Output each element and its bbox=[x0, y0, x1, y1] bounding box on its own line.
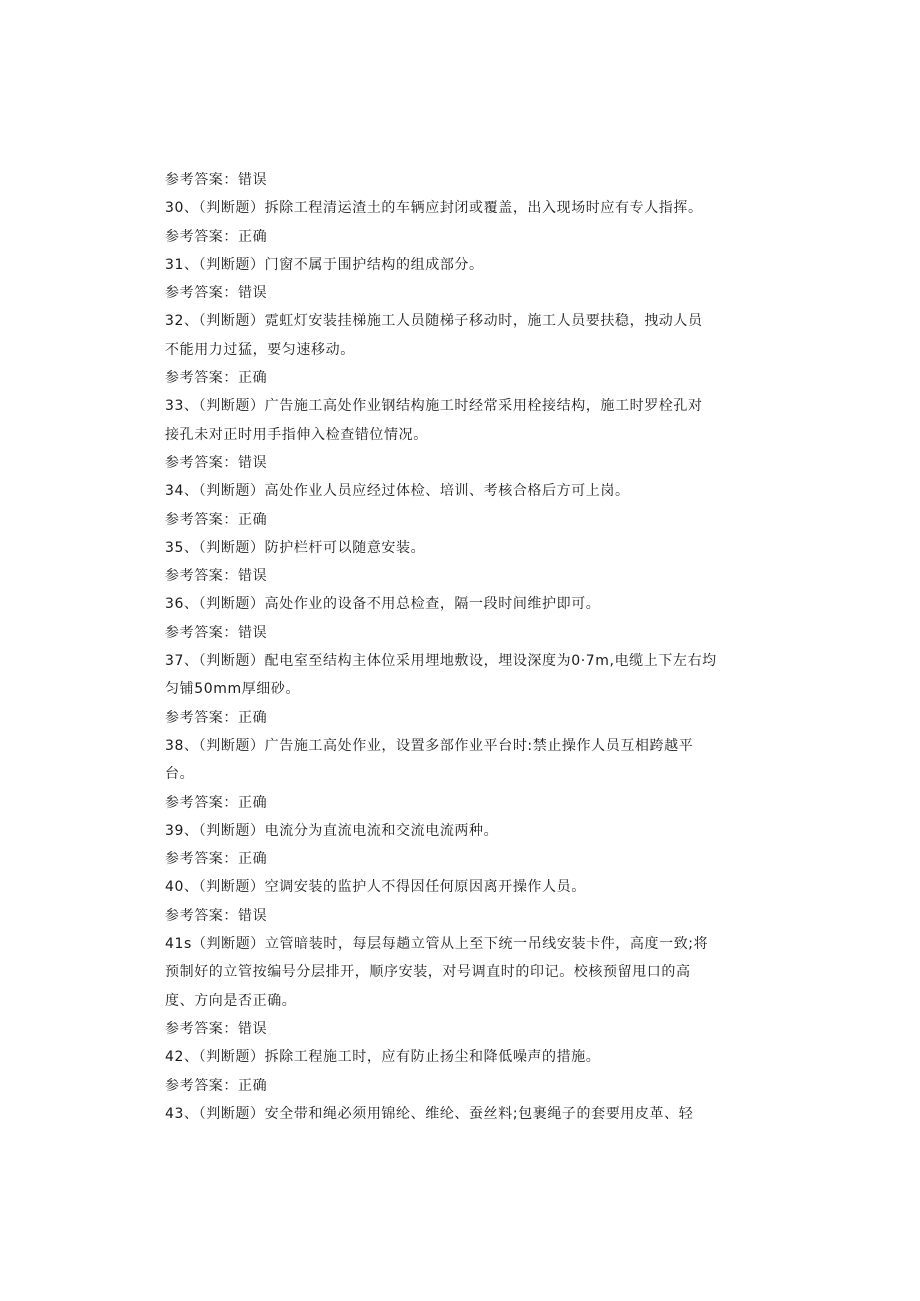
question-32: 32、（判断题）霓虹灯安装挂梯施工人员随梯子移动时，施工人员要扶稳，拽动人员 bbox=[165, 313, 703, 330]
answer-line: 参考答案：错误 bbox=[165, 624, 268, 641]
answer-line: 参考答案：正确 bbox=[165, 511, 268, 528]
answer-line: 参考答案：错误 bbox=[165, 285, 268, 302]
answer-line: 参考答案：正确 bbox=[165, 794, 268, 811]
question-37: 37、（判断题）配电室至结构主体位采用埋地敷设，埋设深度为0·7m,电缆上下左右均 bbox=[165, 653, 717, 670]
question-32-continued: 不能用力过猛，要匀速移动。 bbox=[165, 341, 355, 358]
question-43: 43、（判断题）安全带和绳必须用锦纶、维纶、蚕丝料;包裹绳子的套要用皮革、轻 bbox=[165, 1105, 694, 1122]
question-33-continued: 接孔未对正时用手指伸入检查错位情况。 bbox=[165, 426, 428, 443]
question-37-continued: 匀铺50mm厚细砂。 bbox=[165, 681, 301, 698]
answer-line: 参考答案：正确 bbox=[165, 370, 268, 387]
answer-line: 参考答案：错误 bbox=[165, 172, 268, 188]
question-40: 40、（判断题）空调安装的监护人不得因任何原因离开操作人员。 bbox=[165, 879, 586, 896]
question-41-continued: 预制好的立管按编号分层排开，顺序安装，对号调直时的印记。校核预留甩口的高 bbox=[165, 964, 691, 981]
answer-line: 参考答案：正确 bbox=[165, 228, 268, 245]
answer-line: 参考答案：正确 bbox=[165, 1077, 268, 1094]
question-30: 30、（判断题）拆除工程清运渣土的车辆应封闭或覆盖，出入现场时应有专人指挥。 bbox=[165, 200, 703, 217]
question-42: 42、（判断题）拆除工程施工时，应有防止扬尘和降低噪声的措施。 bbox=[165, 1049, 601, 1066]
question-38: 38、（判断题）广告施工高处作业，设置多部作业平台时:禁止操作人员互相跨越平 bbox=[165, 737, 694, 754]
question-36: 36、（判断题）高处作业的设备不用总检查，隔一段时间维护即可。 bbox=[165, 596, 601, 613]
question-34: 34、（判断题）高处作业人员应经过体检、培训、考核合格后方可上岗。 bbox=[165, 483, 630, 500]
answer-line: 参考答案：错误 bbox=[165, 568, 268, 585]
question-31: 31、（判断题）门窗不属于围护结构的组成部分。 bbox=[165, 256, 484, 273]
question-41: 41s（判断题）立管暗装时，每层每趟立管从上至下统一吊线安装卡件，高度一致;将 bbox=[165, 936, 709, 953]
question-33: 33、（判断题）广告施工高处作业钢结构施工时经常采用栓接结构，施工时罗栓孔对 bbox=[165, 398, 703, 415]
answer-line: 参考答案：正确 bbox=[165, 709, 268, 726]
question-39: 39、（判断题）电流分为直流电流和交流电流两种。 bbox=[165, 822, 499, 839]
question-35: 35、（判断题）防护栏杆可以随意安装。 bbox=[165, 539, 426, 556]
answer-line: 参考答案：错误 bbox=[165, 1020, 268, 1037]
question-41-continued: 度、方向是否正确。 bbox=[165, 992, 297, 1009]
question-38-continued: 台。 bbox=[165, 766, 195, 783]
answer-line: 参考答案：错误 bbox=[165, 454, 268, 471]
answer-line: 参考答案：错误 bbox=[165, 907, 268, 924]
answer-line: 参考答案：正确 bbox=[165, 851, 268, 868]
question-list bbox=[165, 166, 765, 1128]
